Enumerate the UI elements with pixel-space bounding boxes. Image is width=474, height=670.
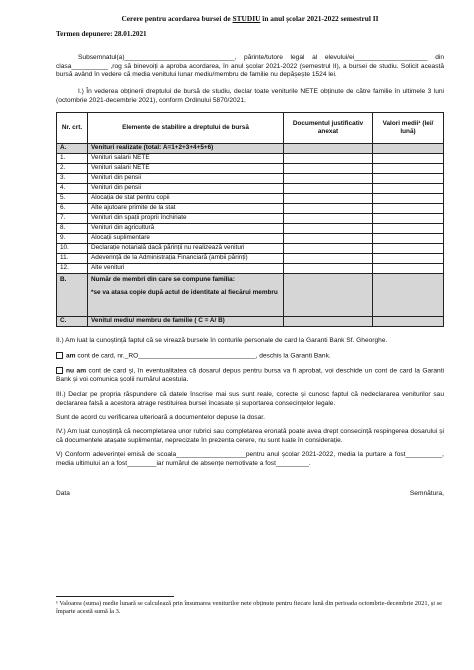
value-cell[interactable] xyxy=(373,184,444,194)
table-row xyxy=(57,214,444,224)
submission-deadline: Termen depunere: 28.01.2021 xyxy=(56,29,147,38)
row-label: Adeverință de la Administrația Financiară (ambii părinți) xyxy=(91,254,248,262)
document-cell[interactable] xyxy=(284,234,373,244)
row-label: Venituri realizate (total: A=1+2+3+4+5+6) xyxy=(91,144,214,152)
checkbox-no-card[interactable] xyxy=(56,367,63,374)
row-label: Venitul mediu/ membru de familie ( C = A/ B) xyxy=(91,317,225,325)
form-title xyxy=(56,14,444,24)
value-cell[interactable] xyxy=(373,224,444,234)
table-row xyxy=(57,184,444,194)
table-row xyxy=(57,264,444,274)
footnote-divider xyxy=(56,596,174,597)
row-number: C. xyxy=(57,317,88,327)
row-number: 5. xyxy=(57,194,88,204)
row-number: 12. xyxy=(57,264,88,274)
section-four-acknowledgement: IV.) Am luat cunoștință că necompletarea unor rubrici sau completarea eronată poate avea drept consecință respingerea dosarului și că documentele atașate suplimentar, neprecizate în prezenta cerere, nu sunt luate în considerație. xyxy=(56,427,444,444)
row-label: Venituri din pensii xyxy=(91,184,142,192)
row-number: 4. xyxy=(57,184,88,194)
row-note: *se va atasa copie după actul de identitate al fiecărui membru xyxy=(91,288,278,296)
value-cell[interactable] xyxy=(373,234,444,244)
row-number: 3. xyxy=(57,174,88,184)
row-label-cell xyxy=(88,264,284,274)
row-label: Venituri din agricultură xyxy=(91,224,155,232)
row-label: Venituri salarii NETE xyxy=(91,164,150,172)
row-number: 11. xyxy=(57,254,88,264)
date-label: Data xyxy=(56,490,70,498)
document-cell[interactable] xyxy=(284,194,373,204)
row-label-cell xyxy=(88,274,284,317)
row-label-cell xyxy=(88,194,284,204)
header-nr: Nr. crt. xyxy=(57,113,88,144)
row-label: Venituri din spații proprii închiriate xyxy=(91,214,187,222)
row-label-cell xyxy=(88,224,284,234)
value-cell[interactable] xyxy=(373,204,444,214)
row-label-cell xyxy=(88,317,284,327)
table-header-row xyxy=(57,113,444,144)
row-number: 6. xyxy=(57,204,88,214)
value-cell[interactable] xyxy=(373,317,444,327)
row-label: Alte venituri xyxy=(91,264,125,272)
row-label-cell xyxy=(88,154,284,164)
header-elements: Elemente de stabilire a dreptului de bursă xyxy=(88,113,284,144)
document-cell[interactable] xyxy=(284,174,373,184)
value-cell[interactable] xyxy=(373,174,444,184)
value-cell[interactable] xyxy=(373,244,444,254)
document-cell[interactable] xyxy=(284,244,373,254)
value-cell[interactable] xyxy=(373,164,444,174)
section-two-bank-account: II.) Am luat la cunoștință faptul că se virează bursele în conturile personale de card la Garanti Bank Sf. Gheorghe. xyxy=(56,337,388,345)
table-row xyxy=(57,164,444,174)
signature-label: Semnătura, xyxy=(409,490,444,498)
value-cell[interactable] xyxy=(373,144,444,154)
option-has-card-label: am xyxy=(66,352,78,360)
option-no-card-label: nu am xyxy=(66,367,89,375)
table-row xyxy=(57,194,444,204)
document-cell[interactable] xyxy=(284,214,373,224)
document-cell[interactable] xyxy=(284,144,373,154)
document-cell[interactable] xyxy=(284,274,373,317)
row-number: 10. xyxy=(57,244,88,254)
row-label: Venituri salarii NETE xyxy=(91,154,150,162)
table-row xyxy=(57,224,444,234)
row-label-cell xyxy=(88,244,284,254)
row-number: A. xyxy=(57,144,88,154)
row-label-cell xyxy=(88,144,284,154)
row-label: Alte ajutoare primite de la stat xyxy=(91,204,176,212)
document-cell[interactable] xyxy=(284,254,373,264)
consent-statement: Sunt de acord cu verificarea ulterioară a documentelor depuse la dosar. xyxy=(56,414,265,421)
row-number: 9. xyxy=(57,234,88,244)
table-row xyxy=(57,144,444,154)
row-label-cell xyxy=(88,234,284,244)
footnote-text: ¹ Valoarea (suma) medie lunară se calculează prin însumarea veniturilor nete obținute pentru fiecare lună din perioada octombrie-decembrie 2021, și se împarte acestă sumă la 3. xyxy=(56,600,442,616)
table-row xyxy=(57,204,444,214)
row-label-cell xyxy=(88,184,284,194)
section-five-school-certificate: V) Conform adeverinței emisă de scoala___________________pentru anul școlar 2021-2022, media la purtare a fost__________, media ultimului an a fost________iar numărul de absențe nemotivate a fost_________. xyxy=(56,450,444,467)
table-row xyxy=(57,244,444,254)
header-values: Valori medii¹ (lei/ lună) xyxy=(373,113,444,144)
value-cell[interactable] xyxy=(373,194,444,204)
table-row xyxy=(57,154,444,164)
income-table xyxy=(56,112,444,327)
row-label-cell xyxy=(88,204,284,214)
section-three-declaration: III.) Declar pe propria răspundere că datele înscrise mai sus sunt reale, corecte și cunosc faptul că nedeclararea veniturilor sau declararea falsă a acestora atrage restituirea bursei încasate și suportarea consecințelor legale. xyxy=(56,391,444,408)
value-cell[interactable] xyxy=(373,154,444,164)
row-label: Venituri din pensii xyxy=(91,174,142,182)
document-cell[interactable] xyxy=(284,184,373,194)
option-no-card[interactable] xyxy=(56,367,444,385)
document-cell[interactable] xyxy=(284,154,373,164)
document-cell[interactable] xyxy=(284,164,373,174)
option-has-card[interactable] xyxy=(56,352,444,361)
row-label: Alocații suplimentare xyxy=(91,234,150,242)
document-cell[interactable] xyxy=(284,264,373,274)
row-label-cell xyxy=(88,164,284,174)
row-label-cell xyxy=(88,174,284,184)
intro-paragraph: Subsemnatul(a)______________________________, părinte/tutore legal al elevului/ei____________________ din clasa__________ ,rog să binevoiți a aproba acordarea, în anul școlar 2021-2022 (semestrul II), a bursei de studiu. Solicit această bursă având în vedere că media venitului lunar mediu/membru de familie nu depășește 1524 lei. xyxy=(56,53,444,79)
title-prefix: Cerere pentru acordarea bursei de xyxy=(121,14,233,23)
document-cell[interactable] xyxy=(284,224,373,234)
row-label: Declarație notarială dacă părinții nu realizează venituri xyxy=(91,244,245,252)
title-underlined-word: STUDIU xyxy=(232,14,261,23)
table-body xyxy=(57,144,444,327)
value-cell[interactable] xyxy=(373,274,444,317)
value-cell[interactable] xyxy=(373,254,444,264)
row-number: B. xyxy=(57,274,88,317)
table-row xyxy=(57,274,444,317)
option-has-card-text: cont de card, nr._RO________________________________, deschis la Garanti Bank. xyxy=(77,352,331,360)
value-cell[interactable] xyxy=(373,214,444,224)
table-row xyxy=(57,234,444,244)
checkbox-has-card[interactable] xyxy=(56,352,63,359)
row-number: 7. xyxy=(57,214,88,224)
title-suffix: în anul școlar 2021-2022 semestrul II xyxy=(260,14,379,23)
table-row xyxy=(57,317,444,327)
footnote-area xyxy=(56,596,444,617)
row-label: Alocația de stat pentru copii xyxy=(91,194,170,202)
table-row xyxy=(57,254,444,264)
section-one-income-declaration: I.) În vederea obținerii dreptului de bursă de studiu, declar toate veniturile NETE obținute de către familie în ultimele 3 luni (octombrie 2021-decembrie 2021), conform Ordinului 5870/2021. xyxy=(56,88,444,105)
row-number: 8. xyxy=(57,224,88,234)
table-row xyxy=(57,174,444,184)
row-number: 1. xyxy=(57,154,88,164)
row-number: 2. xyxy=(57,164,88,174)
document-cell[interactable] xyxy=(284,204,373,214)
row-label: Număr de membri din care se compune familia: xyxy=(91,276,235,284)
signature-row xyxy=(56,490,444,499)
document-cell[interactable] xyxy=(284,317,373,327)
value-cell[interactable] xyxy=(373,264,444,274)
option-no-card-text: nu am cont de card și, în eventualitatea că dosarul depus pentru bursa va fi aprobat, voi deschide un cont de card la Garanti Bank și voi comunica școlii numărul acestuia. xyxy=(56,367,445,384)
row-label-cell xyxy=(88,214,284,224)
row-label-cell xyxy=(88,254,284,264)
header-document: Documentul justificativ anexat xyxy=(284,113,373,144)
